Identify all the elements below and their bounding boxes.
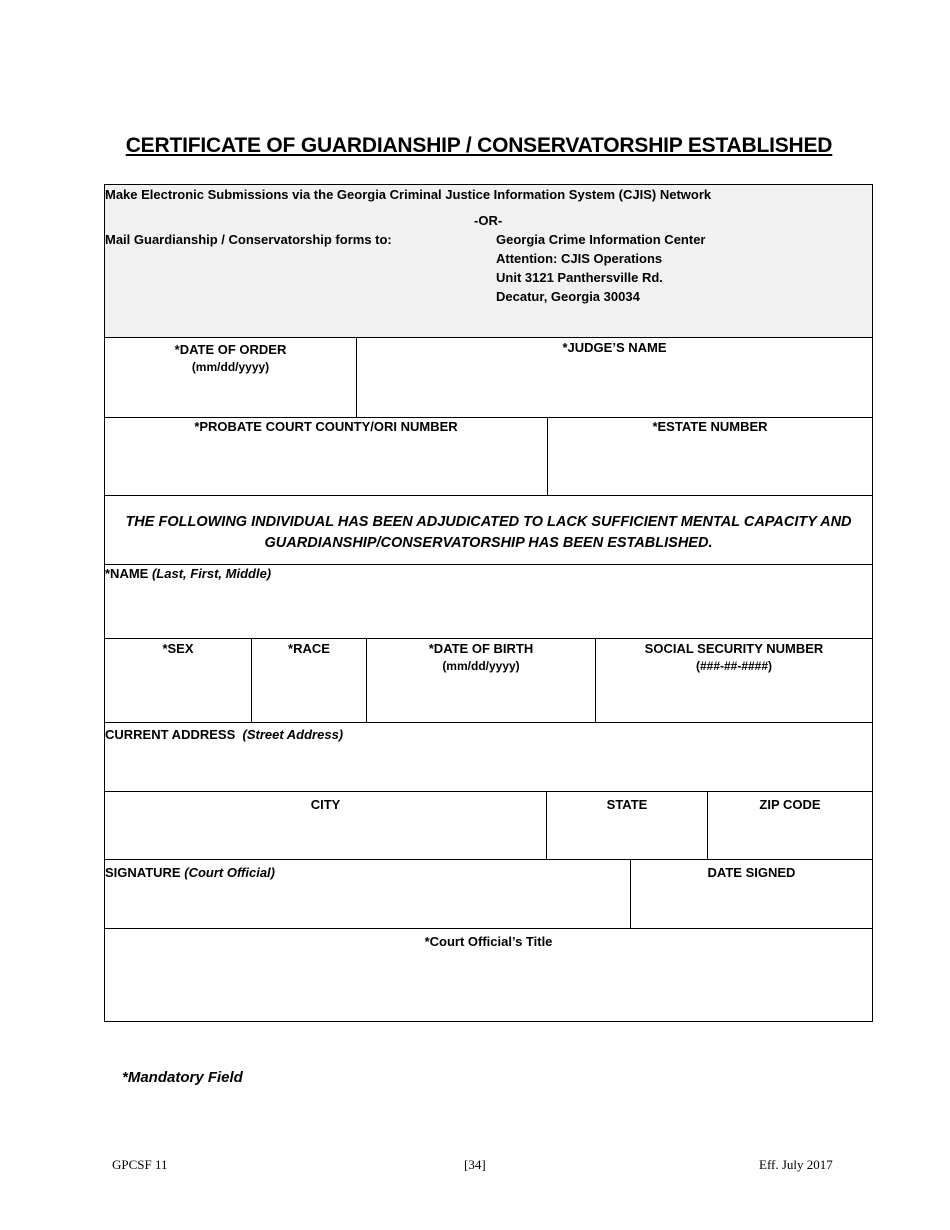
judge-name-field[interactable] — [357, 338, 872, 418]
date-signed-label: DATE SIGNED — [707, 865, 796, 880]
probate-court-field[interactable] — [105, 418, 548, 496]
form-title: CERTIFICATE OF GUARDIANSHIP / CONSERVATORSHIP ESTABLISHED — [125, 134, 833, 157]
current-address-field[interactable] — [105, 723, 872, 792]
judge-name-label: *JUDGE’S NAME — [562, 340, 667, 355]
current-address-label: CURRENT ADDRESS — [105, 727, 236, 742]
name-field[interactable] — [105, 565, 872, 639]
court-official-title-field[interactable] — [105, 929, 872, 1021]
city-label: CITY — [310, 797, 341, 812]
city-field[interactable] — [105, 792, 547, 860]
signature-label: SIGNATURE — [105, 865, 181, 880]
address-line: Unit 3121 Panthersville Rd. — [496, 270, 663, 285]
adjudication-notice — [105, 496, 872, 565]
or-separator: -OR- — [474, 213, 503, 228]
ssn-field[interactable] — [596, 639, 872, 723]
date-of-order-format: (mm/dd/yyyy) — [191, 360, 270, 374]
date-of-order-label: *DATE OF ORDER — [174, 342, 287, 357]
adjudication-notice-text: THE FOLLOWING INDIVIDUAL HAS BEEN ADJUDICATED TO LACK SUFFICIENT MENTAL CAPACITY AND GUARDIANSHIP/CONSERVATORSHIP HAS BEEN ESTABLISHED. — [125, 514, 852, 551]
date-of-order-field[interactable] — [105, 338, 357, 418]
name-hint: (Last, First, Middle) — [151, 566, 272, 581]
race-field[interactable] — [252, 639, 367, 723]
zip-code-field[interactable] — [708, 792, 872, 860]
estate-number-label: *ESTATE NUMBER — [652, 419, 768, 434]
current-address-hint: (Street Address) — [242, 727, 344, 742]
date-of-birth-label: *DATE OF BIRTH — [428, 641, 534, 656]
date-signed-field[interactable] — [631, 860, 872, 929]
footer-effective-date: Eff. July 2017 — [759, 1157, 833, 1172]
electronic-submission-text: Make Electronic Submissions via the Georgia Criminal Justice Information System (CJIS) Network — [105, 187, 712, 202]
state-label: STATE — [606, 797, 648, 812]
mail-instructions-label: Mail Guardianship / Conservatorship forms to: — [105, 232, 392, 247]
state-field[interactable] — [547, 792, 708, 860]
estate-number-field[interactable] — [548, 418, 872, 496]
race-label: *RACE — [288, 641, 330, 656]
mandatory-field-note: *Mandatory Field — [122, 1069, 243, 1086]
sex-label: *SEX — [162, 641, 194, 656]
ssn-format: (###-##-####) — [695, 659, 773, 673]
zip-code-label: ZIP CODE — [759, 797, 821, 812]
certificate-form — [104, 184, 873, 1022]
date-of-birth-format: (mm/dd/yyyy) — [442, 659, 520, 673]
sex-field[interactable] — [105, 639, 252, 723]
address-line: Attention: CJIS Operations — [496, 251, 663, 266]
submission-instructions — [105, 185, 872, 338]
probate-court-label: *PROBATE COURT COUNTY/ORI NUMBER — [194, 419, 458, 434]
date-of-birth-field[interactable] — [367, 639, 596, 723]
signature-field[interactable] — [105, 860, 631, 929]
footer-form-id: GPCSF 11 — [112, 1157, 168, 1172]
address-line: Georgia Crime Information Center — [496, 232, 706, 247]
court-official-title-label: *Court Official’s Title — [424, 934, 553, 949]
footer-page-number: [34] — [464, 1157, 486, 1172]
ssn-label: SOCIAL SECURITY NUMBER — [644, 641, 824, 656]
signature-hint: (Court Official) — [184, 865, 275, 880]
name-label: *NAME — [105, 566, 149, 581]
address-line: Decatur, Georgia 30034 — [496, 289, 640, 304]
